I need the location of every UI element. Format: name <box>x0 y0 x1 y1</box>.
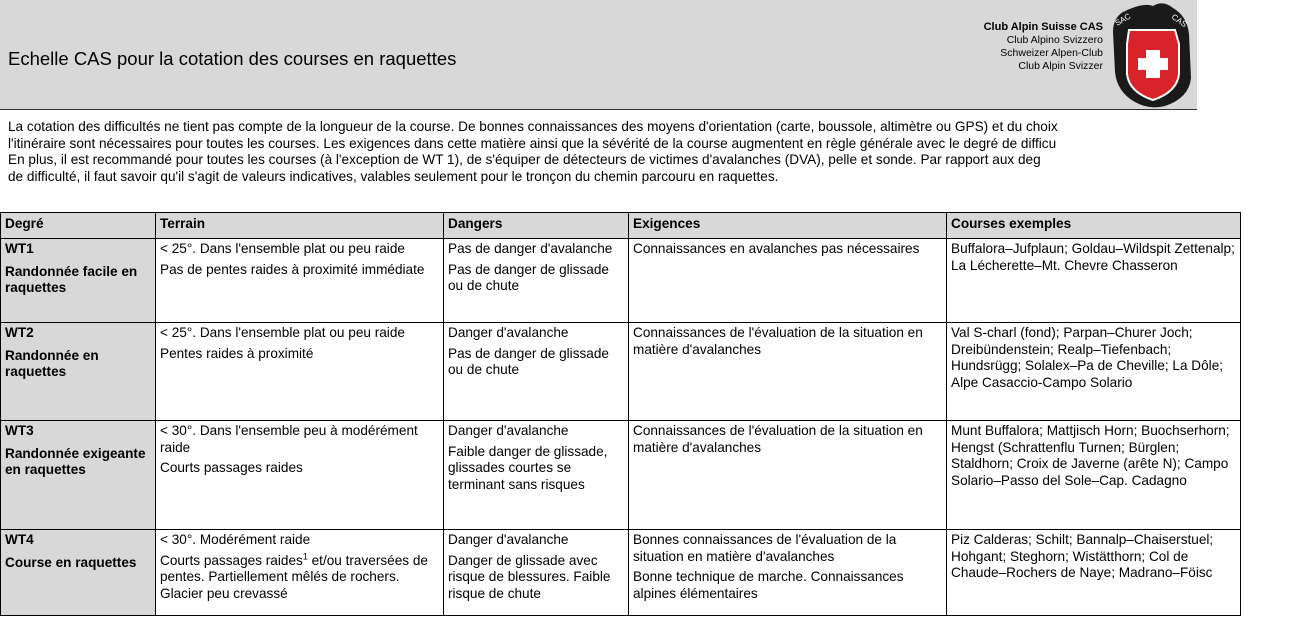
terrain-cell <box>156 421 444 530</box>
sac-logo-icon <box>1103 0 1197 109</box>
terrain-text: < 25°. Dans l'ensemble plat ou peu raide <box>160 325 405 340</box>
terrain-text: < 30°. Dans l'ensemble peu à modérément raide <box>160 423 418 455</box>
column-header-terrain: Terrain <box>156 213 444 239</box>
courses-text: Buffalora–Jufplaun; Goldau–Wildspit Zettenalp; La Lécherette–Mt. Chevre Chasseron <box>951 241 1235 273</box>
intro-line: En plus, il est recommandé pour toutes les courses (à l'exception de WT 1), de s'équiper de détecteurs de victimes d'avalanches (DVA), pelle et sonde. Par rapport aux deg <box>8 152 1041 167</box>
exigences-text: Connaissances de l'évaluation de la situation en matière d'avalanches <box>633 325 923 357</box>
grade-name: Course en raquettes <box>5 554 137 570</box>
dangers-cell <box>444 530 629 616</box>
intro-line: La cotation des difficultés ne tient pas compte de la longueur de la course. De bonnes connaissances des moyens d'orientation (carte, boussole, altimètre ou GPS) et du choix <box>8 119 1058 134</box>
grade-name: Randonnée exigeante en raquettes <box>5 445 146 477</box>
table-row <box>1 530 1241 616</box>
grade-id: WT4 <box>5 532 34 547</box>
terrain-text-footnoted <box>160 550 439 603</box>
column-header-courses: Courses exemples <box>947 213 1241 239</box>
exigences-cell <box>629 239 947 323</box>
courses-text: Munt Buffalora; Mattjisch Horn; Buochserhorn; Hengst (Schrattenflu Turnen; Bürglen; Staldhorn; Croix de Javerne (arête N); Campo Solario–Passo del Sole–Cap. Cadagno <box>951 423 1230 488</box>
terrain-cell <box>156 530 444 616</box>
club-name-fr: Club Alpin Suisse CAS <box>983 21 1103 33</box>
logo-lettering-left: SAC <box>1113 11 1133 28</box>
terrain-text: < 30°. Modérément raide <box>160 532 311 547</box>
terrain-cell <box>156 239 444 323</box>
table-row <box>1 239 1241 323</box>
grade-name: Randonnée facile en raquettes <box>5 263 138 295</box>
courses-text: Val S-charl (fond); Parpan–Churer Joch; Dreibündenstein; Realp–Tiefenbach; Hundsrügg; Solalex–Pa de Cheville; La Dôle; Alpe Casaccio-Campo Solario <box>951 325 1224 390</box>
dangers-text: Danger d'avalanche <box>448 423 569 438</box>
club-name-it: Club Alpino Svizzero <box>1006 34 1103 46</box>
dangers-cell <box>444 323 629 421</box>
exigences-cell <box>629 530 947 616</box>
courses-text: Piz Calderas; Schilt; Bannalp–Chaiserstuel; Hohgant; Steghorn; Wistätthorn; Col de Chaude–Rochers de Naye; Madrano–Föisc <box>951 532 1214 580</box>
courses-cell <box>947 239 1241 323</box>
table-row <box>1 323 1241 421</box>
exigences-text: Connaissances en avalanches pas nécessaires <box>633 241 920 256</box>
terrain-text: et/ou traversées de pentes. Partiellement mêlés de rochers. Glacier peu crevassé <box>160 552 428 601</box>
dangers-text: Danger d'avalanche <box>448 325 569 340</box>
terrain-text: Pas de pentes raides à proximité immédiate <box>160 261 425 277</box>
column-header-dangers: Dangers <box>444 213 629 239</box>
club-name-de: Schweizer Alpen-Club <box>1000 47 1103 59</box>
courses-cell <box>947 530 1241 616</box>
grade-id: WT1 <box>5 241 34 256</box>
terrain-text: < 25°. Dans l'ensemble plat ou peu raide <box>160 241 405 256</box>
dangers-text: Danger d'avalanche <box>448 532 569 547</box>
grade-id: WT2 <box>5 325 34 340</box>
intro-line: l'itinéraire sont nécessaires pour toutes les courses. Les exigences dans cette matière ainsi que la sévérité de la course augmentent en règle générale avec le degré de difficu <box>8 135 1057 151</box>
grade-cell <box>1 421 156 530</box>
grade-id: WT3 <box>5 423 34 438</box>
intro-paragraph <box>8 119 1308 185</box>
terrain-text: Pentes raides à proximité <box>160 345 314 361</box>
terrain-cell <box>156 323 444 421</box>
dangers-cell <box>444 239 629 323</box>
dangers-text: Danger de glissade avec risque de blessures. Faible risque de chute <box>448 552 611 601</box>
exigences-text: Bonne technique de marche. Connaissances alpines élémentaires <box>633 569 904 601</box>
dangers-text: Pas de danger de glissade ou de chute <box>448 261 609 293</box>
document-header <box>0 0 1197 110</box>
exigences-cell <box>629 323 947 421</box>
grade-cell <box>1 530 156 616</box>
dangers-text: Pas de danger d'avalanche <box>448 241 613 256</box>
grade-cell <box>1 323 156 421</box>
logo-lettering-right: CAS <box>1169 12 1189 30</box>
dangers-text: Faible danger de glissade, glissades courtes se terminant sans risques <box>448 443 608 492</box>
table-header-row <box>1 213 1241 239</box>
grades-table <box>0 212 1241 616</box>
column-header-exigences: Exigences <box>629 213 947 239</box>
grade-cell <box>1 239 156 323</box>
courses-cell <box>947 421 1241 530</box>
exigences-text: Connaissances de l'évaluation de la situation en matière d'avalanches <box>633 423 923 455</box>
table-row <box>1 421 1241 530</box>
terrain-text: Courts passages raides <box>160 460 303 475</box>
intro-line: de difficulté, il faut savoir qu'il s'agit de valeurs indicatives, valables seulement pour le tronçon du chemin parcouru en raquettes. <box>8 168 779 184</box>
footnote-marker: 1 <box>302 550 308 561</box>
grade-name: Randonnée en raquettes <box>5 347 99 379</box>
club-names <box>984 21 1103 73</box>
terrain-text: Courts passages raides <box>160 552 303 568</box>
exigences-cell <box>629 421 947 530</box>
dangers-cell <box>444 421 629 530</box>
courses-cell <box>947 323 1241 421</box>
club-name-rm: Club Alpin Svizzer <box>1018 60 1103 72</box>
page-title: Echelle CAS pour la cotation des courses en raquettes <box>8 48 457 69</box>
exigences-text: Bonnes connaissances de l'évaluation de la situation en matière d'avalanches <box>633 532 897 564</box>
column-header-degre: Degré <box>1 213 156 239</box>
dangers-text: Pas de danger de glissade ou de chute <box>448 345 609 377</box>
